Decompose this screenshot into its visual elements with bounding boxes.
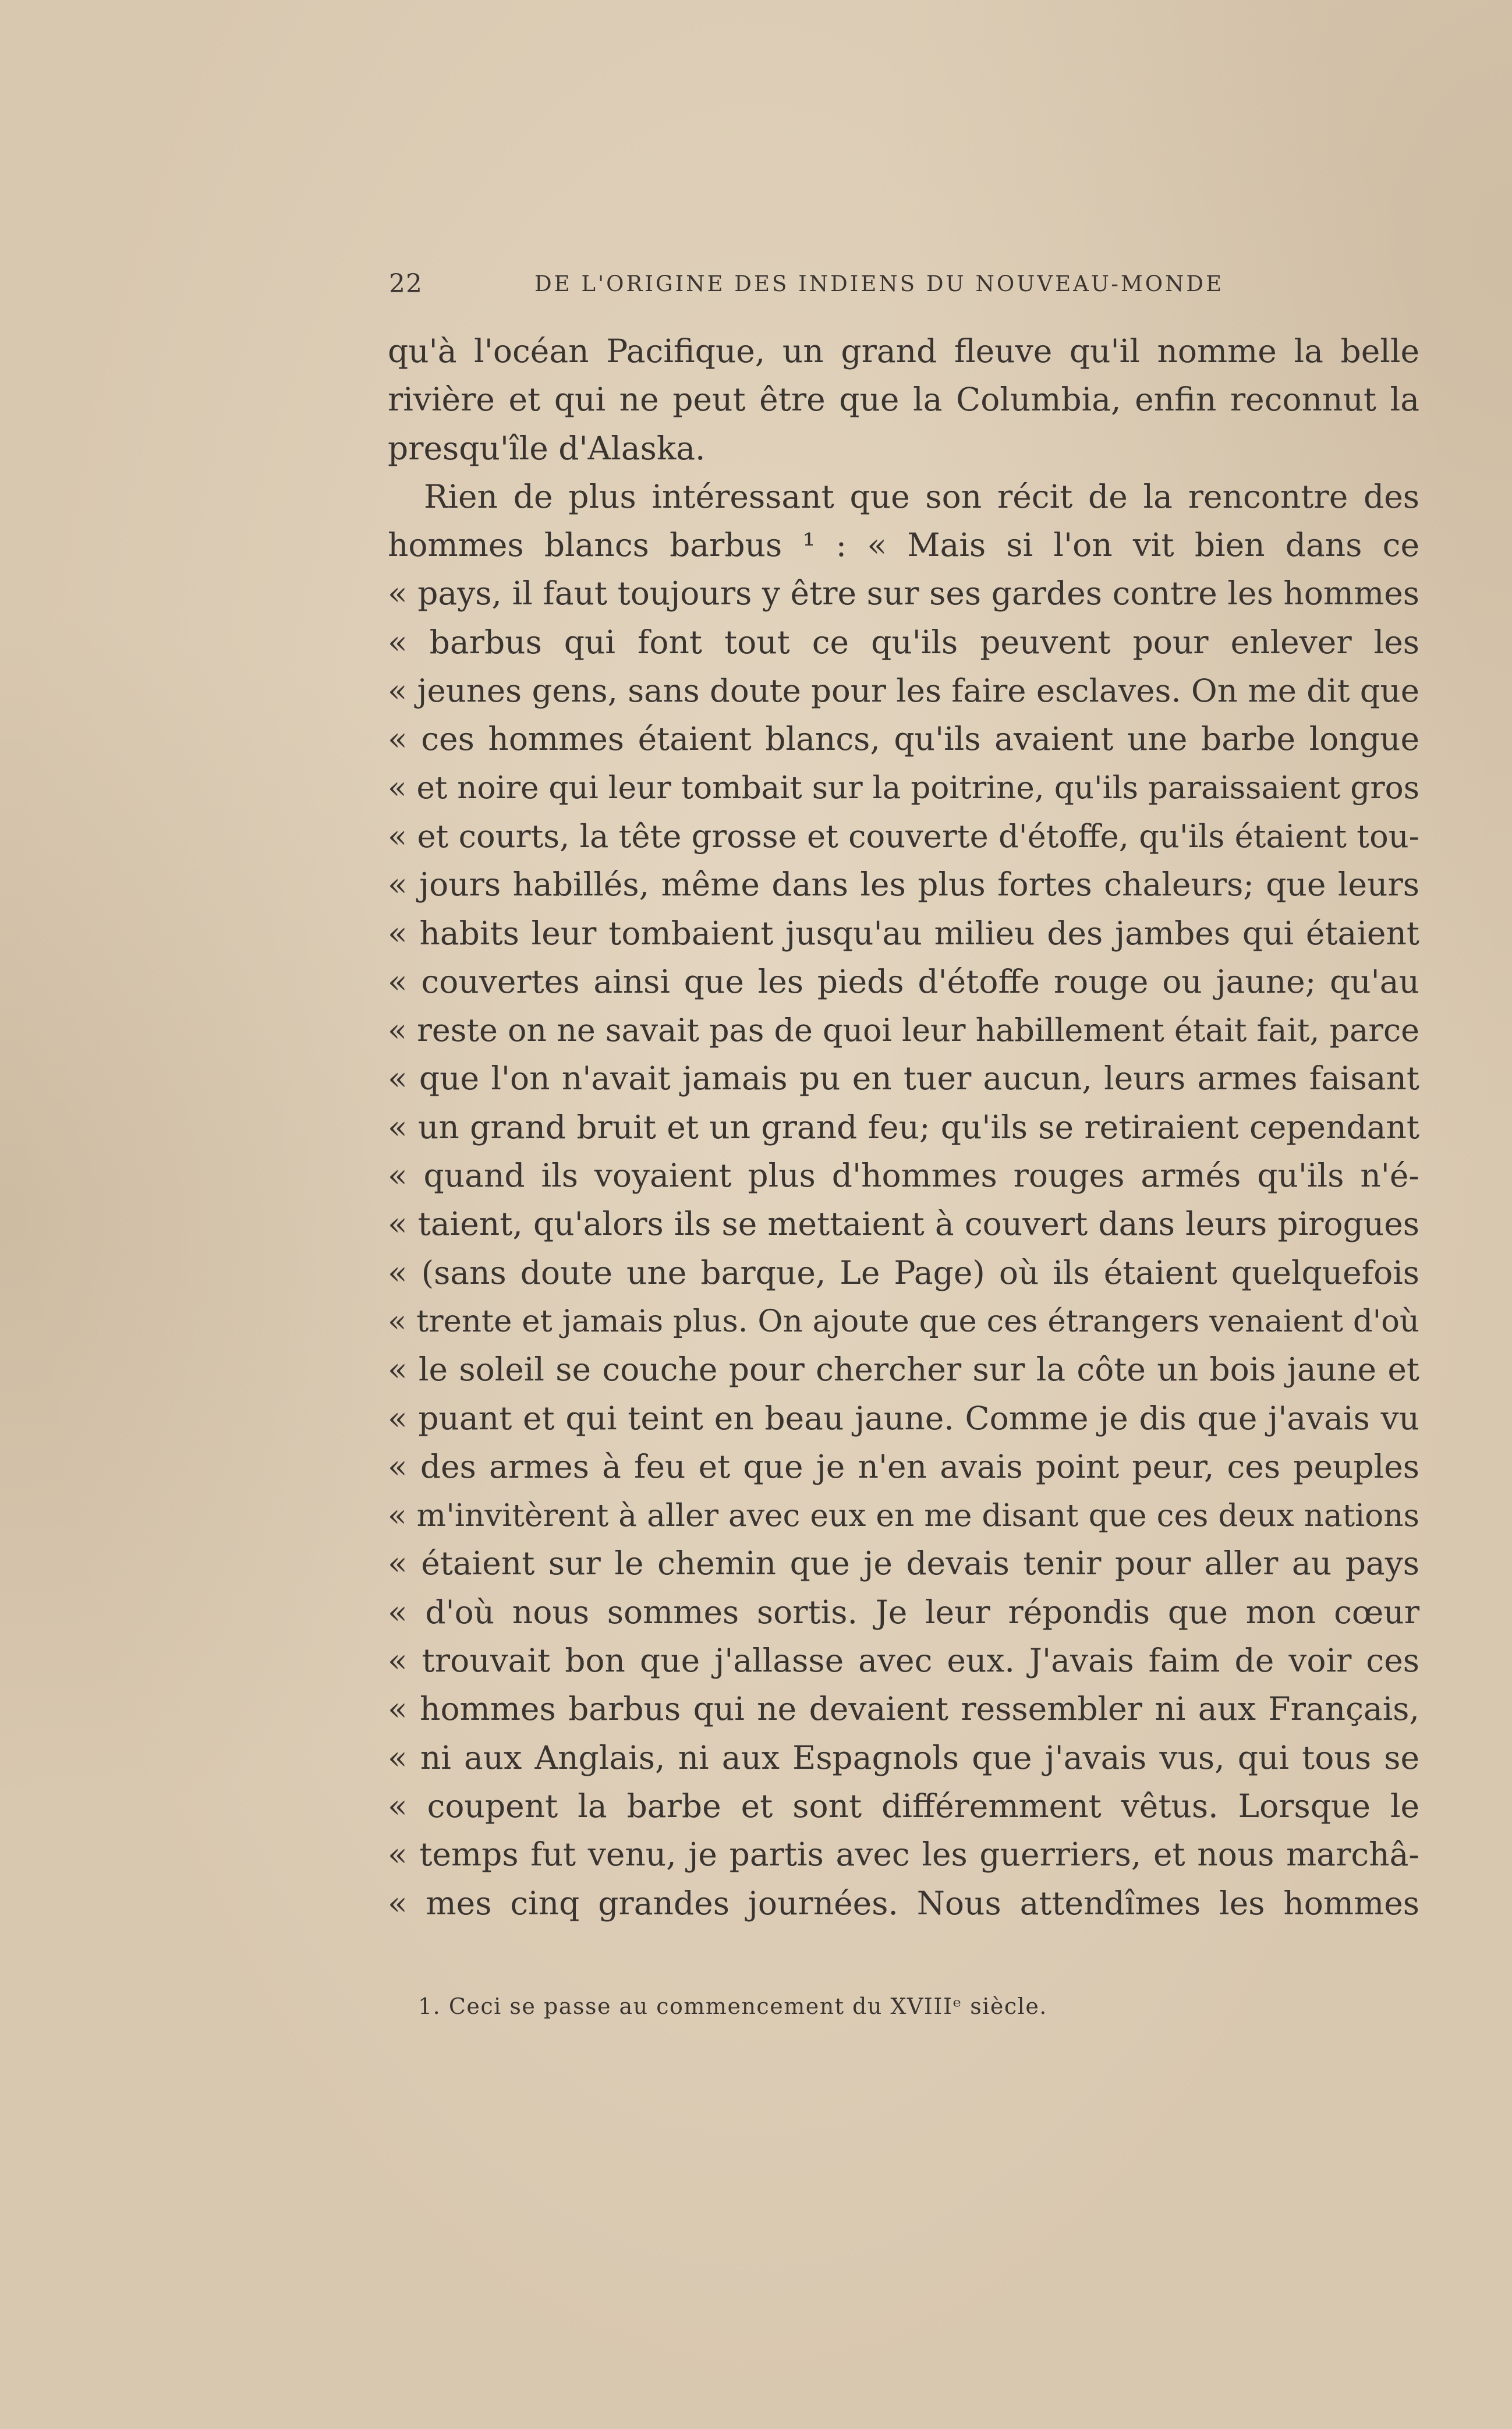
text-line: « d'où nous sommes sortis. Je leur répondis que mon cœur	[388, 1593, 1419, 1631]
text-line: « hommes barbus qui ne devaient ressembler ni aux Français,	[388, 1690, 1419, 1728]
text-line: hommes blancs barbus ¹ : « Mais si l'on vit bien dans ce	[388, 526, 1419, 564]
page-number: 22	[389, 269, 423, 299]
text-line: « ces hommes étaient blancs, qu'ils avaient une barbe longue	[388, 720, 1419, 758]
text-line: « jeunes gens, sans doute pour les faire esclaves. On me dit que	[388, 672, 1419, 710]
text-line: « habits leur tombaient jusqu'au milieu des jambes qui étaient	[388, 914, 1419, 952]
body-text	[388, 327, 1419, 1928]
text-line: « trouvait bon que j'allasse avec eux. J'avais faim de voir ces	[388, 1642, 1419, 1680]
text-line: « quand ils voyaient plus d'hommes rouges armés qu'ils n'é-	[388, 1157, 1419, 1195]
text-line: « pays, il faut toujours y être sur ses gardes contre les hommes	[388, 575, 1419, 612]
text-line: « puant et qui teint en beau jaune. Comme je dis que j'avais vu	[388, 1399, 1419, 1437]
text-line: « un grand bruit et un grand feu; qu'ils se retiraient cependant	[388, 1108, 1419, 1146]
text-line: « que l'on n'avait jamais pu en tuer aucun, leurs armes faisant	[388, 1060, 1419, 1097]
text-line: « étaient sur le chemin que je devais tenir pour aller au pays	[388, 1545, 1419, 1582]
footnote: 1. Ceci se passe au commencement du XVIIIᵉ siècle.	[418, 1994, 1047, 2019]
text-line: « m'invitèrent à aller avec eux en me disant que ces deux nations	[388, 1497, 1419, 1534]
text-line: qu'à l'océan Pacifique, un grand fleuve qu'il nomme la belle	[388, 332, 1419, 370]
text-line: « et noire qui leur tombait sur la poitrine, qu'ils paraissaient gros	[388, 769, 1419, 806]
page-header	[389, 269, 1419, 304]
text-line: « mes cinq grandes journées. Nous attendîmes les hommes	[388, 1884, 1419, 1922]
text-line: « jours habillés, même dans les plus fortes chaleurs; que leurs	[388, 866, 1419, 904]
text-line: « reste on ne savait pas de quoi leur habillement était fait, parce	[388, 1012, 1419, 1049]
text-line: presqu'île d'Alaska.	[388, 429, 706, 467]
text-line: rivière et qui ne peut être que la Columbia, enfin reconnut la	[388, 381, 1419, 419]
text-line: « le soleil se couche pour chercher sur la côte un bois jaune et	[388, 1351, 1419, 1389]
text-line: « des armes à feu et que je n'en avais point peur, ces peuples	[388, 1447, 1419, 1485]
text-line: « couvertes ainsi que les pieds d'étoffe rouge ou jaune; qu'au	[388, 962, 1419, 1000]
text-line: « taient, qu'alors ils se mettaient à couvert dans leurs pirogues	[388, 1205, 1419, 1243]
text-line: « coupent la barbe et sont différemment vêtus. Lorsque le	[388, 1787, 1419, 1825]
text-line: « et courts, la tête grosse et couverte d'étoffe, qu'ils étaient tou-	[388, 817, 1419, 855]
text-line: « (sans doute une barque, Le Page) où ils étaient quelquefois	[388, 1254, 1419, 1291]
text-line: « barbus qui font tout ce qu'ils peuvent pour enlever les	[388, 623, 1419, 661]
text-line: « trente et jamais plus. On ajoute que ces étrangers venaient d'où	[388, 1303, 1419, 1339]
text-line: « temps fut venu, je partis avec les guerriers, et nous marchâ-	[388, 1836, 1419, 1874]
text-line: « ni aux Anglais, ni aux Espagnols que j'avais vus, qui tous se	[388, 1738, 1419, 1776]
running-title: DE L'ORIGINE DES INDIENS DU NOUVEAU-MONDE	[534, 271, 1224, 296]
text-line: Rien de plus intéressant que son récit de la rencontre des	[424, 477, 1419, 515]
